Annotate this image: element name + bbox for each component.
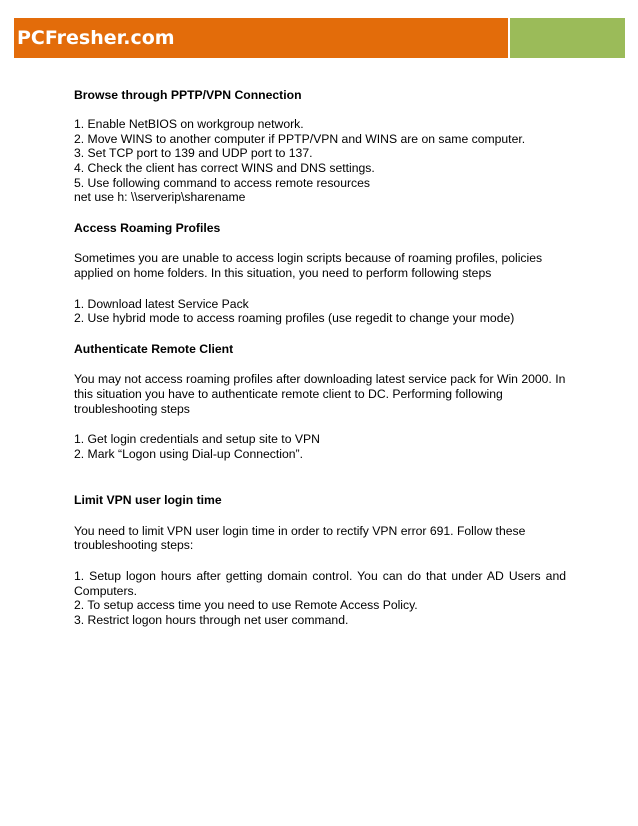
- list-item: 1. Enable NetBIOS on workgroup network.: [74, 117, 304, 132]
- header-accent-block: [509, 17, 626, 59]
- section-heading: Authenticate Remote Client: [74, 341, 234, 356]
- list-item: 5. Use following command to access remote resources: [74, 175, 371, 190]
- section-paragraph: Sometimes you are unable to access login scripts because of roaming profiles, policies applied on home folders. In this situation, you need to perform following steps: [74, 251, 543, 280]
- document-body: [74, 88, 566, 627]
- section-paragraph: You may not access roaming profiles after downloading latest service pack for Win 2000. In this situation you have to authenticate remote client to DC. Performing following troubleshooting steps: [74, 372, 566, 416]
- site-title: PCFresher.com: [17, 27, 175, 49]
- section-heading: Browse through PPTP/VPN Connection: [74, 88, 302, 102]
- list-item: 2. To setup access time you need to use Remote Access Policy.: [74, 598, 418, 613]
- section-heading: Access Roaming Profiles: [74, 220, 221, 235]
- list-item: 2. Mark “Logon using Dial-up Connection”.: [74, 446, 303, 461]
- list-item: 1. Download latest Service Pack: [74, 296, 249, 311]
- list-item: 2. Move WINS to another computer if PPTP/VPN and WINS are on same computer.: [74, 131, 526, 146]
- page-header: [13, 17, 626, 59]
- list-item: 1. Get login credentials and setup site to VPN: [74, 432, 320, 447]
- header-title-bar: [13, 17, 509, 59]
- section-heading: Limit VPN user login time: [74, 493, 222, 508]
- list-item: 3. Restrict logon hours through net user command.: [74, 612, 349, 627]
- list-item: 1. Setup logon hours after getting domain control. You can do that under AD Users and Computers.: [74, 569, 566, 598]
- list-item: 3. Set TCP port to 139 and UDP port to 137.: [74, 146, 313, 161]
- command-line: net use h: \\serverip\sharename: [74, 190, 246, 205]
- section-paragraph: You need to limit VPN user login time in order to rectify VPN error 691. Follow these troubleshooting steps:: [74, 523, 526, 553]
- list-item: 4. Check the client has correct WINS and DNS settings.: [74, 160, 375, 175]
- list-item: 2. Use hybrid mode to access roaming profiles (use regedit to change your mode): [74, 311, 515, 326]
